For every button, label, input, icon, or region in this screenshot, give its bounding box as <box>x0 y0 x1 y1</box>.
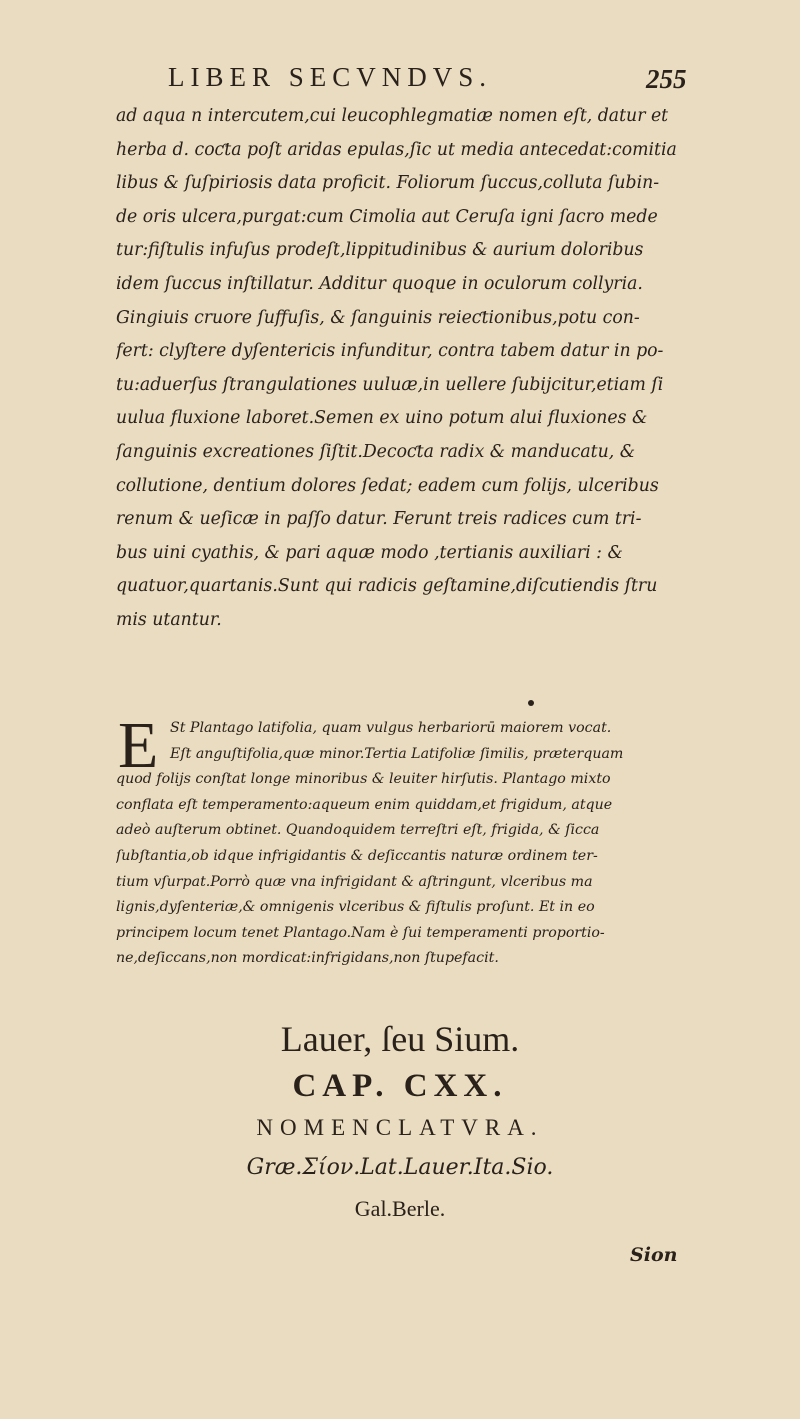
chapter-title: Lauer, ſeu Sium. <box>280 1019 520 1059</box>
text-line: idem ſuccus inſtillatur. Additur quoque in oculorum collyria. <box>116 273 643 294</box>
commentary-block <box>116 709 716 972</box>
commentary-line: Eſt anguſtifolia,quæ minor.Tertia Latifoliæ ſimilis, præterquam <box>170 745 624 762</box>
synonyms-line: Græ.Σίον.Lat.Lauer.Ita.Sio. <box>246 1155 554 1180</box>
catchword: Sion <box>630 1244 678 1266</box>
commentary-line: tium vſurpat.Porrò quæ vna infrigidant & aſtringunt, vlceribus ma <box>116 873 593 890</box>
commentary-line: ne,deſiccans,non mordicat:infrigidans,non ſtupefacit. <box>116 950 499 967</box>
text-line: ad aqua n intercutem,cui leucophlegmatiæ nomen eſt, datur et <box>116 106 669 126</box>
gallic-name: Gal.Berle. <box>354 1196 446 1221</box>
text-line: renum & ueſicæ in paſſo datur. Ferunt treis radices cum tri- <box>116 509 642 530</box>
commentary-line: St Plantago latifolia, quam vulgus herbariorū maiorem vocat. <box>170 720 612 736</box>
drop-cap: E <box>118 709 159 782</box>
running-head: LIBER SECVNDVS. <box>168 62 493 92</box>
commentary-line: principem locum tenet Plantago.Nam è ſui temperamenti proportio- <box>116 924 605 941</box>
text-line: tur:fiſtulis infuſus prodeſt,lippitudinibus & aurium doloribus <box>116 240 644 261</box>
text-line: de oris ulcera,purgat:cum Cimolia aut Ceruſa igni ſacro mede <box>116 206 658 227</box>
text-line: tu:aduerſus ſtrangulationes uuluæ,in uellere ſubijcitur,etiam ſi <box>116 374 664 395</box>
text-line: mis utantur. <box>116 609 222 630</box>
chapter-number: CAP. CXX. <box>292 1068 508 1104</box>
page-header <box>0 62 800 102</box>
commentary-line: ſubſtantia,ob idque infrigidantis & deſiccantis naturæ ordinem ter- <box>116 847 598 864</box>
text-line: herba d. coƈta poſt aridas epulas,ſic ut media antecedat:comitia <box>116 139 677 160</box>
commentary-line: lignis,dyſenteriæ,& omnigenis vlceribus & fiſtulis proſunt. Et in eo <box>116 899 595 916</box>
text-line: Gingiuis cruore ſuffuſis, & ſanguinis reieƈtionibus,potu con- <box>116 307 640 328</box>
text-line: uulua fluxione laboret.Semen ex uino potum alui fluxiones & <box>116 408 648 429</box>
text-line: quatuor,quartanis.Sunt qui radicis geſtamine,diſcutiendis ſtru <box>116 576 658 597</box>
commentary-line: quod folijs conſtat longe minoribus & leuiter hirſutis. Plantago mixto <box>116 771 611 788</box>
main-text-block <box>116 100 712 638</box>
text-line: bus uini cyathis, & pari aquæ modo ,tertianis auxiliari : & <box>116 542 623 563</box>
page-number: 255 <box>646 64 687 94</box>
text-line: fert: clyſtere dyſentericis infunditur, contra tabem datur in po- <box>116 341 664 362</box>
commentary-line: conflata eſt temperamento:aqueum enim quiddam,et frigidum, atque <box>116 796 613 813</box>
nomenclature-heading: NOMENCLATVRA. <box>256 1115 544 1140</box>
text-line: ſanguinis excreationes ſiſtit.Decoƈta radix & manducatu, & <box>116 441 636 462</box>
ornament-dot <box>528 700 534 706</box>
text-line: collutione, dentium dolores ſedat; eadem cum folijs, ulceribus <box>116 475 659 496</box>
text-line: libus & ſuſpiriosis data proficit. Foliorum ſuccus,colluta ſubin- <box>116 173 660 194</box>
commentary-line: adeò auſterum obtinet. Quandoquidem terreſtri eſt, frigida, & ſicca <box>116 822 600 839</box>
